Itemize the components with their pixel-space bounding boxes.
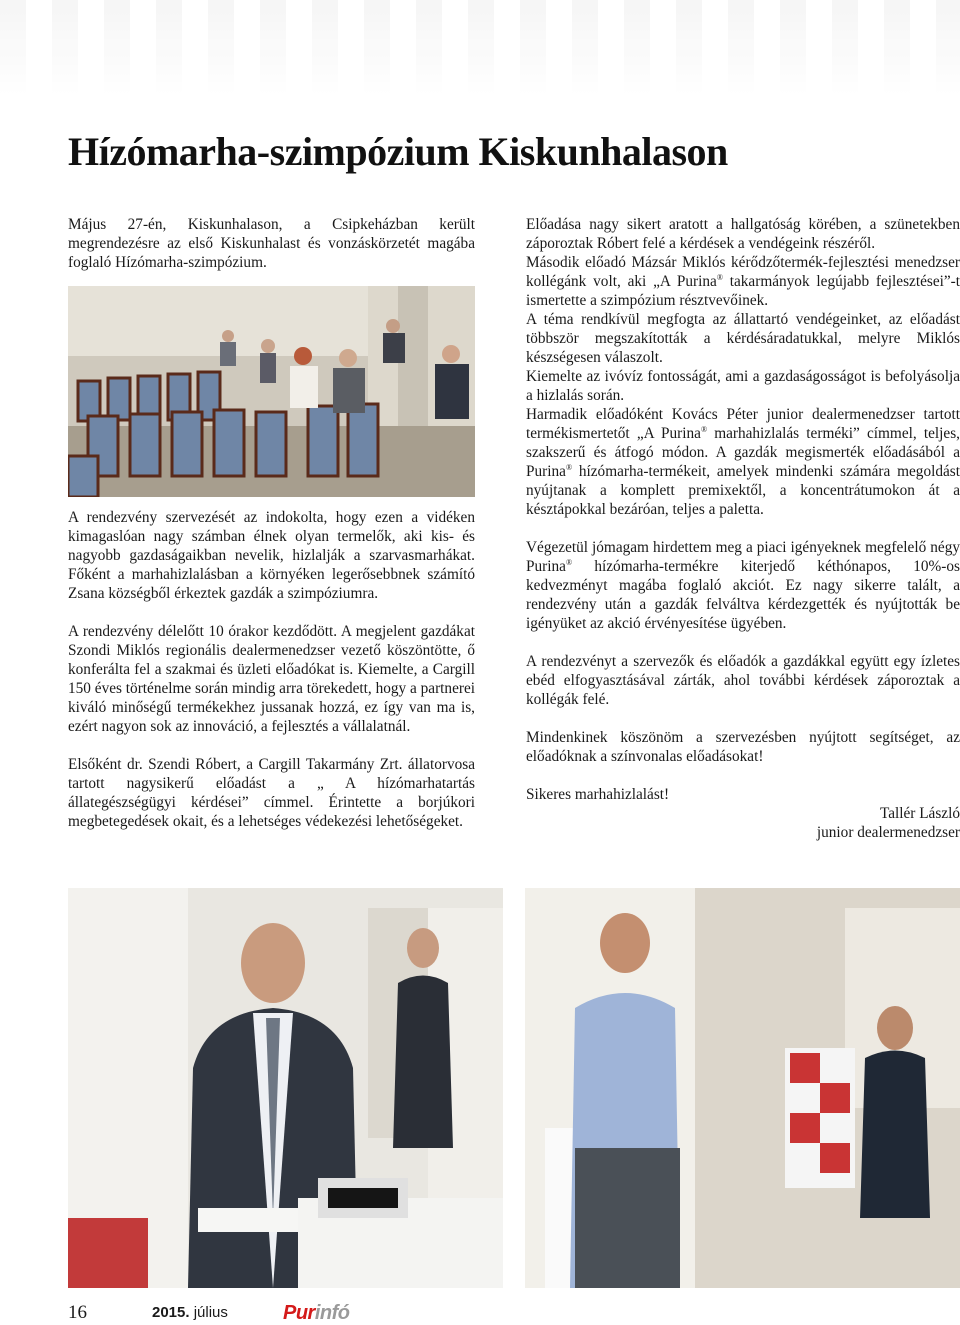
paragraph: Harmadik előadóként Kovács Péter junior dealermenedzser tartott termékismertetőt „A Purina® marhahizlalás terméki” címmel, teljes, szakszerű és átfogó módon. A gazdák megismerték előadásából a Purina® hízómarha-termékeit, amelyek mindenki számára megoldást nyújtanak a komplett premixektől, a koncentrátumokon át a késztápokkal bezáróan, teljes a paletta. bbox=[526, 406, 960, 518]
audience-photo bbox=[68, 286, 475, 497]
speaker-photo-right bbox=[525, 888, 960, 1288]
paragraph: Elsőként dr. Szendi Róbert, a Cargill Takarmány Zrt. állatorvosa tartott nagysikerű előadást a „ A hízómarhatartás állategészségügyi kérdései” címmel. Érintette a borjúkori megbetegedések okait, és a lehetséges védekezési lehetőségeket. bbox=[68, 756, 475, 830]
left-column-intro bbox=[68, 215, 475, 272]
closing-line: Sikeres marhahizlalást! bbox=[526, 786, 670, 803]
article-title: Hízómarha-szimpózium Kiskunhalason bbox=[68, 129, 728, 174]
registered-mark: ® bbox=[716, 272, 723, 282]
decorative-header-band bbox=[0, 0, 960, 95]
author-name: Tallér László bbox=[879, 805, 960, 822]
left-column-body bbox=[68, 508, 475, 831]
paragraph: Kiemelte az ivóvíz fontosságát, ami a gazdaságosságot is befolyásolja a hizlalás során. bbox=[526, 368, 960, 404]
purinfo-logo bbox=[283, 1302, 350, 1325]
issue-month: július bbox=[193, 1304, 228, 1321]
paragraph: A rendezvényt a szervezők és előadók a gazdákkal együtt egy ízletes ebéd elfogyasztásával zárták, ahol további kérdések záporoztak a kollégák felé. bbox=[526, 653, 960, 708]
paragraph: Előadása nagy sikert aratott a hallgatóság körében, a szünetekben záporoztak Róbert felé a kérdések a vendégeink részéről. bbox=[526, 216, 960, 252]
paragraph: A rendezvény délelőtt 10 órakor kezdődött. A megjelent gazdákat Szondi Miklós regionális dealermenedzser vezető köszöntötte, ő konferálta fel a szakmai és üzleti előadókat is. Kiemelte, a Cargill 150 éves történelme során mindig arra törekedett, hogy a partnerei kiváló minőségű termékekhez jussanak hozzá, ez így van ma is, ezért nagyon sok az innováció, a fejlesztés a vállalatnál. bbox=[68, 623, 475, 735]
issue-year: 2015. bbox=[152, 1304, 190, 1321]
right-column bbox=[526, 215, 960, 842]
logo-part-grey: infó bbox=[314, 1302, 350, 1324]
paragraph: A rendezvény szervezését az indokolta, hogy ezen a vidéken kimagaslóan nagy számban élnek olyan termelők, aki kis- és nagyobb gazdaságaikban nevelik, hizlalják a szarvasmarhákat. Főként a marhahizlalásban a környéken legerősebbnek számító Zsana községből érkeztek gazdák a szimpóziumra. bbox=[68, 509, 475, 602]
paragraph: Végezetül jómagam hirdettem meg a piaci igényeknek megfelelő négy Purina® hízómarha-termékre kiterjedő kéthónapos, 10%-os kedvezményt magába foglaló akciót. Ez nagy sikerre talált, a rendezvény után a gazdák felváltva kérdezgették és nyújtották be igényüket az akció érvényesítése ügyében. bbox=[526, 539, 960, 632]
page-number: 16 bbox=[68, 1302, 87, 1323]
issue-date bbox=[152, 1304, 228, 1321]
logo-part-red: Pur bbox=[283, 1302, 315, 1324]
registered-mark: ® bbox=[700, 424, 708, 434]
paragraph: A téma rendkívül megfogta az állattartó vendégeinket, az előadást többször megszakították a kérdésáradatukkal, melyre Miklós készségesen válaszolt. bbox=[526, 311, 960, 366]
intro-paragraph: Május 27-én, Kiskunhalason, a Csipkeházban került megrendezésre az első Kiskunhalast és vonzáskörzetét magába foglaló Hízómarha-szimpózium. bbox=[68, 216, 475, 271]
registered-mark: ® bbox=[565, 557, 573, 567]
paragraph: Második előadó Mázsár Miklós kérődzőtermék-fejlesztési menedzser kollégánk volt, aki „A Purina® takarmányok legújabb fejlesztései”-t ismertette a szimpózium résztvevőinek. bbox=[526, 254, 960, 309]
speaker-photo-left bbox=[68, 888, 503, 1288]
registered-mark: ® bbox=[565, 462, 573, 472]
paragraph: Mindenkinek köszönöm a szervezésben nyújtott segítséget, az előadóknak a színvonalas előadásokat! bbox=[526, 729, 960, 765]
author-role: junior dealermenedzser bbox=[816, 824, 960, 841]
